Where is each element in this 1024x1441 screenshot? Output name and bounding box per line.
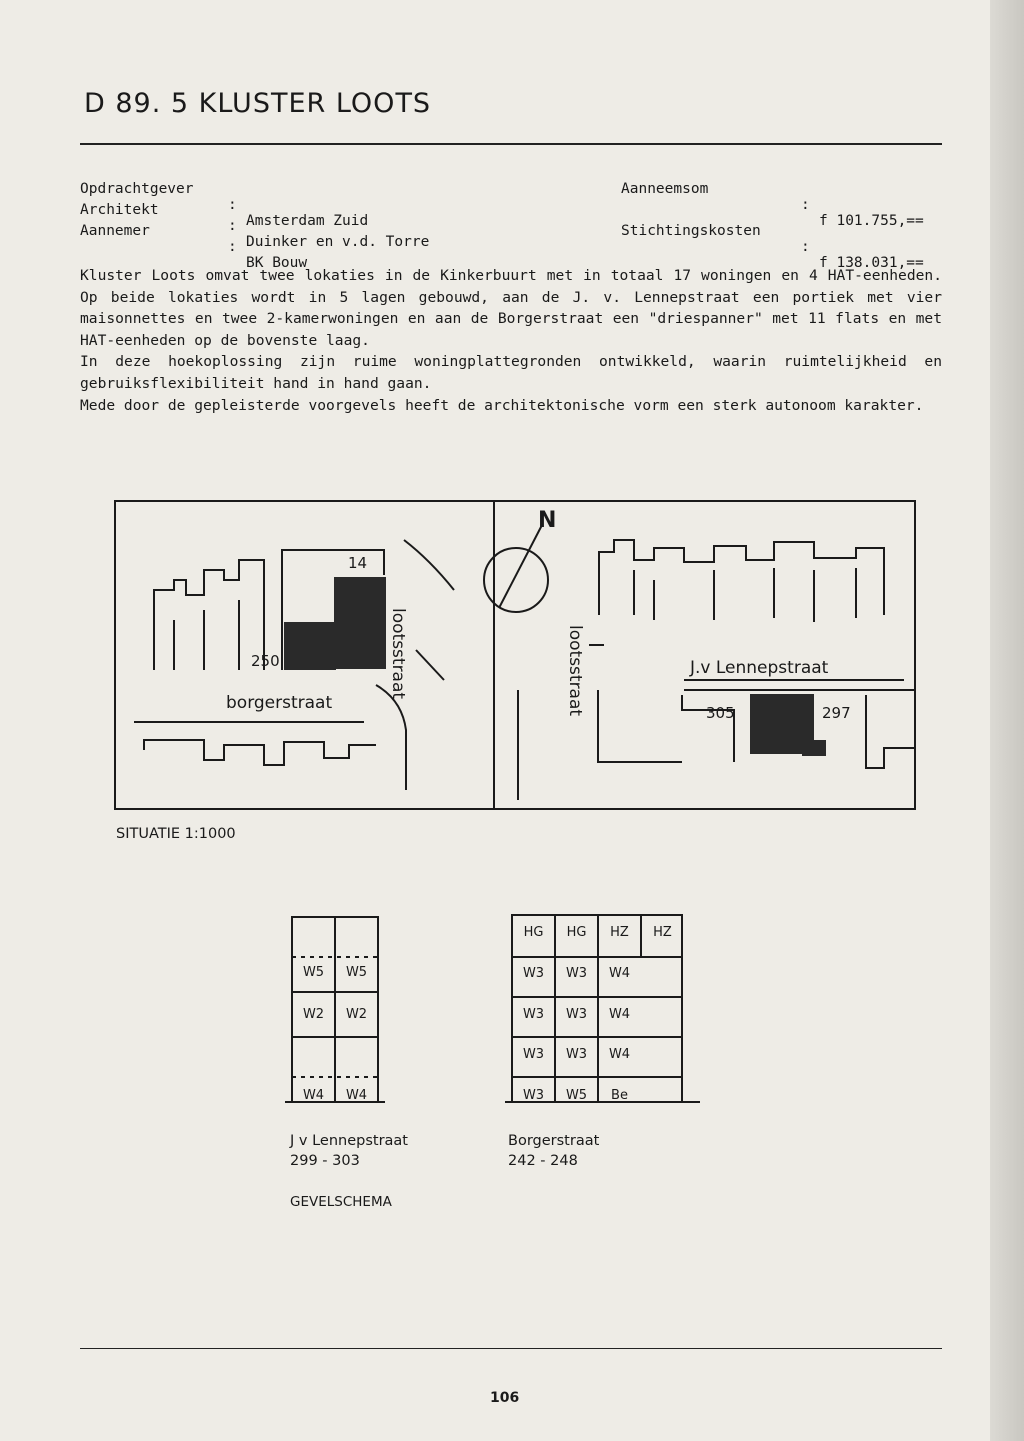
label-297: 297 [822, 704, 851, 722]
facade-cell: W3 [522, 1088, 545, 1103]
contract-sum-label: Aanneemsom [621, 181, 709, 197]
street-lootsstraat-upper: lootsstraat [388, 608, 408, 700]
intro-text [80, 265, 942, 416]
intro-paragraph: Mede door de gepleisterde voorgevels heeft de architektonische vorm een sterk autonoom karakter. [80, 396, 924, 414]
foundation-costs-value: f 138.031,== [819, 255, 924, 271]
facade-cell: W4 [302, 1088, 325, 1103]
colon: : [228, 197, 237, 213]
colon: : [228, 218, 237, 234]
facade-cell: HG [566, 925, 587, 940]
facade-cell: W3 [522, 1047, 545, 1062]
site-plan-caption: SITUATIE 1:1000 [116, 826, 236, 842]
north-arrow [499, 525, 542, 608]
facade-cell: W2 [345, 1007, 368, 1022]
intro-paragraph: Kluster Loots omvat twee lokaties in de Kinkerbuurt met in totaal 17 woningen en 4 HAT-eenheden. Op beide lokaties wordt in 5 lagen gebouwd, aan de J. v. Lennepstraat een portiek met vier maisonnettes en twee 2-kamerwoningen en aan de Borgerstraat een "driespanner" met 11 flats en met HAT-eenheden op de bovenste laag. [80, 267, 942, 349]
footer-rule [80, 1348, 942, 1349]
facade-left-numbers: 299 - 303 [290, 1153, 360, 1169]
page-edge [990, 0, 1024, 1441]
label-305: 305 [706, 704, 735, 722]
architect-value: Duinker en v.d. Torre [246, 234, 430, 250]
facade-cell: HZ [610, 925, 629, 940]
facade-cell: Be [611, 1088, 628, 1103]
facade-left-street: J v Lennepstraat [290, 1133, 408, 1149]
facade-cell: W5 [345, 965, 368, 980]
facade-cell: W4 [608, 1047, 631, 1062]
facade-cell: W4 [608, 1007, 631, 1022]
facade-cell: W3 [522, 1007, 545, 1022]
facade-cell: W3 [565, 1047, 588, 1062]
facade-cell: W4 [608, 966, 631, 981]
title-rule [80, 143, 942, 145]
facade-cell: W2 [302, 1007, 325, 1022]
facade-cell: HZ [653, 925, 672, 940]
facade-cell: HG [523, 925, 544, 940]
page-title: D 89. 5 KLUSTER LOOTS [84, 88, 432, 119]
facade-cell: W3 [565, 1007, 588, 1022]
label-250: 250 [251, 652, 280, 670]
colon: : [801, 239, 810, 255]
colon: : [228, 239, 237, 255]
intro-paragraph: In deze hoekoplossing zijn ruime woningplattegronden ontwikkeld, waarin ruimtelijkheid en gebruiksflexibiliteit hand in hand gaan. [80, 353, 942, 392]
facade-cell: W3 [522, 966, 545, 981]
lennepstraat-project-mass [750, 694, 802, 754]
facade-cell: W4 [345, 1088, 368, 1103]
street-lennepstraat: J.v Lennepstraat [690, 658, 829, 678]
colon: : [801, 197, 810, 213]
facade-right-street: Borgerstraat [508, 1133, 600, 1149]
facade-cell: W5 [565, 1088, 588, 1103]
north-label: N [538, 508, 557, 533]
page-number: 106 [490, 1390, 520, 1406]
contract-sum-value: f 101.755,== [819, 213, 924, 229]
facade-caption: GEVELSCHEMA [290, 1194, 392, 1210]
street-lootsstraat-lower: lootsstraat [565, 625, 585, 717]
facade-cell: W3 [565, 966, 588, 981]
borgerstraat-project-mass [284, 622, 336, 670]
borgerstraat-project-mass [334, 577, 386, 669]
architect-label: Architekt [80, 202, 159, 218]
street-borgerstraat: borgerstraat [226, 693, 333, 713]
facade-cell: W5 [302, 965, 325, 980]
foundation-costs-label: Stichtingskosten [621, 223, 761, 239]
contractor-label: Aannemer [80, 223, 150, 239]
label-14: 14 [348, 554, 368, 572]
client-label: Opdrachtgever [80, 181, 194, 197]
contractor-value: BK Bouw [246, 255, 308, 271]
facade-right-numbers: 242 - 248 [508, 1153, 578, 1169]
client-value: Amsterdam Zuid [246, 213, 369, 229]
site-plan-drawing [114, 500, 916, 810]
